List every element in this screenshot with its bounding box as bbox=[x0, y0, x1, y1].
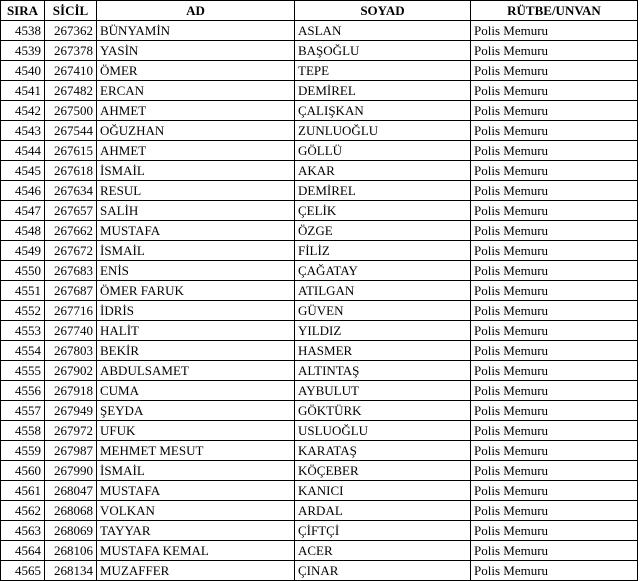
cell-soyad: DEMİREL bbox=[295, 181, 471, 201]
cell-sicil: 267634 bbox=[45, 181, 97, 201]
table-row bbox=[1, 241, 638, 261]
table-row bbox=[1, 361, 638, 381]
cell-ad: ÖMER FARUK bbox=[97, 281, 295, 301]
cell-soyad: ACER bbox=[295, 541, 471, 561]
cell-rutbe: Polis Memuru bbox=[471, 381, 638, 401]
cell-sicil: 268106 bbox=[45, 541, 97, 561]
cell-soyad: KARATAŞ bbox=[295, 441, 471, 461]
cell-ad: MEHMET MESUT bbox=[97, 441, 295, 461]
cell-soyad: YILDIZ bbox=[295, 321, 471, 341]
cell-sicil: 267615 bbox=[45, 141, 97, 161]
cell-sira: 4549 bbox=[1, 241, 45, 261]
header-sicil: SİCİL bbox=[45, 1, 97, 21]
cell-sicil: 268047 bbox=[45, 481, 97, 501]
table-row bbox=[1, 521, 638, 541]
table-row bbox=[1, 321, 638, 341]
cell-sicil: 267972 bbox=[45, 421, 97, 441]
table-row bbox=[1, 541, 638, 561]
cell-sira: 4556 bbox=[1, 381, 45, 401]
table-body bbox=[1, 21, 638, 581]
cell-soyad: ÇİFTÇİ bbox=[295, 521, 471, 541]
cell-ad: BEKİR bbox=[97, 341, 295, 361]
cell-soyad: DEMİREL bbox=[295, 81, 471, 101]
cell-ad: UFUK bbox=[97, 421, 295, 441]
cell-sira: 4547 bbox=[1, 201, 45, 221]
cell-sira: 4553 bbox=[1, 321, 45, 341]
cell-soyad: ALTINTAŞ bbox=[295, 361, 471, 381]
cell-sicil: 267902 bbox=[45, 361, 97, 381]
table-row bbox=[1, 41, 638, 61]
table-row bbox=[1, 481, 638, 501]
cell-soyad: ÇALIŞKAN bbox=[295, 101, 471, 121]
table-row bbox=[1, 441, 638, 461]
table-row bbox=[1, 181, 638, 201]
cell-sicil: 267683 bbox=[45, 261, 97, 281]
cell-sira: 4563 bbox=[1, 521, 45, 541]
cell-sicil: 267987 bbox=[45, 441, 97, 461]
cell-rutbe: Polis Memuru bbox=[471, 321, 638, 341]
cell-sira: 4561 bbox=[1, 481, 45, 501]
cell-ad: YASİN bbox=[97, 41, 295, 61]
cell-sicil: 268134 bbox=[45, 561, 97, 581]
cell-rutbe: Polis Memuru bbox=[471, 441, 638, 461]
cell-sira: 4550 bbox=[1, 261, 45, 281]
cell-rutbe: Polis Memuru bbox=[471, 341, 638, 361]
cell-soyad: GÖLLÜ bbox=[295, 141, 471, 161]
cell-sicil: 267378 bbox=[45, 41, 97, 61]
cell-sira: 4564 bbox=[1, 541, 45, 561]
cell-soyad: TEPE bbox=[295, 61, 471, 81]
cell-sira: 4552 bbox=[1, 301, 45, 321]
cell-sira: 4565 bbox=[1, 561, 45, 581]
cell-sicil: 267716 bbox=[45, 301, 97, 321]
header-ad: AD bbox=[97, 1, 295, 21]
cell-sira: 4540 bbox=[1, 61, 45, 81]
cell-soyad: GÖKTÜRK bbox=[295, 401, 471, 421]
cell-sira: 4558 bbox=[1, 421, 45, 441]
cell-ad: MUSTAFA KEMAL bbox=[97, 541, 295, 561]
cell-ad: AHMET bbox=[97, 141, 295, 161]
cell-soyad: ASLAN bbox=[295, 21, 471, 41]
table-row bbox=[1, 261, 638, 281]
cell-sira: 4555 bbox=[1, 361, 45, 381]
table-row bbox=[1, 161, 638, 181]
table-header bbox=[1, 1, 638, 21]
cell-rutbe: Polis Memuru bbox=[471, 61, 638, 81]
cell-soyad: AKAR bbox=[295, 161, 471, 181]
cell-soyad: ATILGAN bbox=[295, 281, 471, 301]
table-row bbox=[1, 461, 638, 481]
cell-sicil: 267544 bbox=[45, 121, 97, 141]
cell-sicil: 267687 bbox=[45, 281, 97, 301]
cell-sira: 4542 bbox=[1, 101, 45, 121]
cell-sira: 4545 bbox=[1, 161, 45, 181]
table-row bbox=[1, 121, 638, 141]
table-row bbox=[1, 421, 638, 441]
cell-rutbe: Polis Memuru bbox=[471, 221, 638, 241]
cell-rutbe: Polis Memuru bbox=[471, 541, 638, 561]
table-row bbox=[1, 561, 638, 581]
cell-sicil: 267618 bbox=[45, 161, 97, 181]
table-row bbox=[1, 501, 638, 521]
cell-soyad: ARDAL bbox=[295, 501, 471, 521]
cell-ad: BÜNYAMİN bbox=[97, 21, 295, 41]
cell-sicil: 267500 bbox=[45, 101, 97, 121]
cell-ad: ABDULSAMET bbox=[97, 361, 295, 381]
cell-ad: ENİS bbox=[97, 261, 295, 281]
cell-sicil: 267918 bbox=[45, 381, 97, 401]
cell-rutbe: Polis Memuru bbox=[471, 121, 638, 141]
cell-ad: OĞUZHAN bbox=[97, 121, 295, 141]
cell-rutbe: Polis Memuru bbox=[471, 241, 638, 261]
cell-rutbe: Polis Memuru bbox=[471, 141, 638, 161]
cell-rutbe: Polis Memuru bbox=[471, 81, 638, 101]
cell-ad: MUSTAFA bbox=[97, 221, 295, 241]
cell-rutbe: Polis Memuru bbox=[471, 161, 638, 181]
cell-sira: 4554 bbox=[1, 341, 45, 361]
cell-rutbe: Polis Memuru bbox=[471, 281, 638, 301]
cell-sicil: 267362 bbox=[45, 21, 97, 41]
cell-sicil: 268068 bbox=[45, 501, 97, 521]
cell-sira: 4562 bbox=[1, 501, 45, 521]
cell-sicil: 267740 bbox=[45, 321, 97, 341]
cell-ad: TAYYAR bbox=[97, 521, 295, 541]
cell-rutbe: Polis Memuru bbox=[471, 501, 638, 521]
cell-soyad: USLUOĞLU bbox=[295, 421, 471, 441]
cell-soyad: ÇAĞATAY bbox=[295, 261, 471, 281]
table-row bbox=[1, 81, 638, 101]
header-sira: SIRA bbox=[1, 1, 45, 21]
table-row bbox=[1, 401, 638, 421]
cell-rutbe: Polis Memuru bbox=[471, 481, 638, 501]
cell-soyad: ÇELİK bbox=[295, 201, 471, 221]
table-row bbox=[1, 281, 638, 301]
cell-rutbe: Polis Memuru bbox=[471, 21, 638, 41]
cell-soyad: ÇINAR bbox=[295, 561, 471, 581]
cell-rutbe: Polis Memuru bbox=[471, 361, 638, 381]
cell-ad: AHMET bbox=[97, 101, 295, 121]
cell-rutbe: Polis Memuru bbox=[471, 201, 638, 221]
cell-ad: ÖMER bbox=[97, 61, 295, 81]
table-row bbox=[1, 101, 638, 121]
cell-rutbe: Polis Memuru bbox=[471, 181, 638, 201]
cell-soyad: GÜVEN bbox=[295, 301, 471, 321]
cell-sicil: 267949 bbox=[45, 401, 97, 421]
cell-ad: HALİT bbox=[97, 321, 295, 341]
cell-soyad: ZUNLUOĞLU bbox=[295, 121, 471, 141]
cell-sicil: 267803 bbox=[45, 341, 97, 361]
cell-sira: 4541 bbox=[1, 81, 45, 101]
cell-rutbe: Polis Memuru bbox=[471, 41, 638, 61]
cell-ad: İSMAİL bbox=[97, 461, 295, 481]
cell-sira: 4551 bbox=[1, 281, 45, 301]
cell-rutbe: Polis Memuru bbox=[471, 301, 638, 321]
cell-ad: ŞEYDA bbox=[97, 401, 295, 421]
cell-ad: MUZAFFER bbox=[97, 561, 295, 581]
cell-rutbe: Polis Memuru bbox=[471, 421, 638, 441]
cell-sicil: 267672 bbox=[45, 241, 97, 261]
cell-rutbe: Polis Memuru bbox=[471, 101, 638, 121]
cell-ad: İSMAİL bbox=[97, 161, 295, 181]
cell-sira: 4560 bbox=[1, 461, 45, 481]
table-row bbox=[1, 21, 638, 41]
cell-ad: İSMAİL bbox=[97, 241, 295, 261]
cell-soyad: AYBULUT bbox=[295, 381, 471, 401]
cell-rutbe: Polis Memuru bbox=[471, 401, 638, 421]
cell-sicil: 267657 bbox=[45, 201, 97, 221]
header-rutbe: RÜTBE/UNVAN bbox=[471, 1, 638, 21]
cell-sira: 4559 bbox=[1, 441, 45, 461]
cell-soyad: HASMER bbox=[295, 341, 471, 361]
table-row bbox=[1, 301, 638, 321]
cell-ad: VOLKAN bbox=[97, 501, 295, 521]
cell-sicil: 267662 bbox=[45, 221, 97, 241]
cell-ad: ERCAN bbox=[97, 81, 295, 101]
cell-soyad: KÖÇEBER bbox=[295, 461, 471, 481]
cell-soyad: BAŞOĞLU bbox=[295, 41, 471, 61]
cell-sira: 4543 bbox=[1, 121, 45, 141]
table-row bbox=[1, 61, 638, 81]
cell-sira: 4538 bbox=[1, 21, 45, 41]
cell-ad: SALİH bbox=[97, 201, 295, 221]
table-row bbox=[1, 201, 638, 221]
table-row bbox=[1, 221, 638, 241]
cell-sicil: 267990 bbox=[45, 461, 97, 481]
cell-ad: MUSTAFA bbox=[97, 481, 295, 501]
cell-sira: 4548 bbox=[1, 221, 45, 241]
header-soyad: SOYAD bbox=[295, 1, 471, 21]
cell-sira: 4539 bbox=[1, 41, 45, 61]
cell-rutbe: Polis Memuru bbox=[471, 521, 638, 541]
cell-soyad: KANICI bbox=[295, 481, 471, 501]
header-row bbox=[1, 1, 638, 21]
cell-soyad: ÖZGE bbox=[295, 221, 471, 241]
cell-ad: İDRİS bbox=[97, 301, 295, 321]
cell-rutbe: Polis Memuru bbox=[471, 561, 638, 581]
cell-rutbe: Polis Memuru bbox=[471, 461, 638, 481]
cell-rutbe: Polis Memuru bbox=[471, 261, 638, 281]
cell-sicil: 268069 bbox=[45, 521, 97, 541]
cell-sicil: 267482 bbox=[45, 81, 97, 101]
cell-ad: RESUL bbox=[97, 181, 295, 201]
table-row bbox=[1, 141, 638, 161]
cell-ad: CUMA bbox=[97, 381, 295, 401]
cell-sira: 4557 bbox=[1, 401, 45, 421]
cell-sira: 4546 bbox=[1, 181, 45, 201]
table-row bbox=[1, 381, 638, 401]
cell-sicil: 267410 bbox=[45, 61, 97, 81]
table-row bbox=[1, 341, 638, 361]
cell-sira: 4544 bbox=[1, 141, 45, 161]
cell-soyad: FİLİZ bbox=[295, 241, 471, 261]
